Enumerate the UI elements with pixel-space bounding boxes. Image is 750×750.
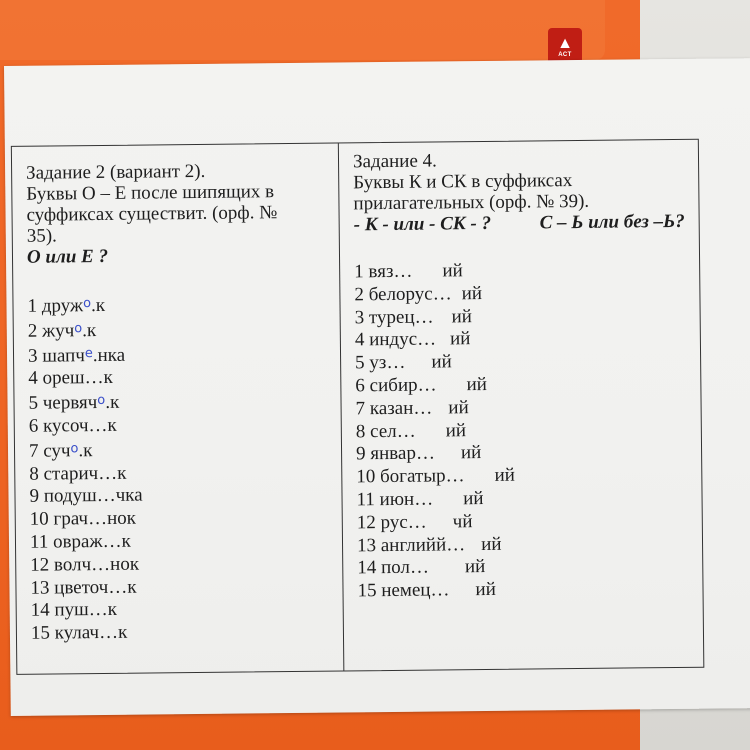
task-2-item xyxy=(29,413,333,439)
task-4-rule-row xyxy=(354,211,693,236)
word-suffix: ий xyxy=(466,373,488,396)
task-2-item xyxy=(29,435,333,463)
word-text: 7 казан… xyxy=(355,397,433,420)
word-text: 5 червяч xyxy=(28,392,98,414)
task-4-item xyxy=(357,577,696,603)
task-2-item xyxy=(30,529,334,555)
task-4-title: Задание 4. xyxy=(352,150,437,173)
handwritten-answer: е xyxy=(84,345,93,361)
word-suffix: ий xyxy=(451,305,473,327)
task-2-item xyxy=(28,365,332,391)
word-text: 12 волч…нок xyxy=(30,553,140,576)
task-2-column xyxy=(12,143,345,673)
word-text: 2 жуч xyxy=(27,320,75,342)
task-2-desc-line: суффиксах существит. (орф. № xyxy=(26,202,278,226)
task-2-item xyxy=(28,340,332,368)
word-text: 14 пуш…к xyxy=(30,599,118,622)
word-text: 13 английй… xyxy=(356,533,466,556)
logo-icon: ▲ xyxy=(557,35,573,52)
logo-text: АСТ xyxy=(558,52,572,58)
word-text: 10 грач…нок xyxy=(29,507,137,530)
word-suffix: ий xyxy=(463,487,484,510)
word-text: 8 сел… xyxy=(355,420,416,442)
word-ending: .к xyxy=(105,391,120,414)
word-ending: .к xyxy=(82,319,97,341)
word-ending: .к xyxy=(78,439,93,462)
handwritten-answer: о xyxy=(70,441,79,457)
word-text: 15 немец… xyxy=(357,579,450,602)
word-text: 11 июн… xyxy=(356,488,434,511)
word-text: 12 рус… xyxy=(356,511,427,534)
word-ending: .к xyxy=(90,294,106,317)
word-suffix: чй xyxy=(452,510,473,533)
task-4-word-list xyxy=(354,258,697,603)
handwritten-answer: о xyxy=(74,320,83,337)
task-2-desc-line: Буквы О – Е после шипящих в xyxy=(26,181,275,205)
task-2-item xyxy=(29,483,333,509)
word-suffix: ий xyxy=(475,579,496,601)
task-4-desc-line: Буквы К и СК в суффиксах xyxy=(353,170,573,194)
task-2-item xyxy=(27,291,331,319)
word-text: 3 турец… xyxy=(354,306,434,328)
word-text: 3 шапч xyxy=(27,344,85,367)
task-2-title: Задание 2 (вариант 2). xyxy=(26,160,206,184)
task-2-item xyxy=(31,597,335,623)
word-suffix: ий xyxy=(442,260,463,282)
folder-edge xyxy=(0,0,605,60)
word-text: 4 индус… xyxy=(354,328,437,351)
word-text: 7 суч xyxy=(28,440,71,462)
task-2-item xyxy=(30,506,334,532)
task-4-column xyxy=(339,140,703,671)
rule-k-sk: - К - или - СК - ? xyxy=(353,212,492,236)
word-suffix: ий xyxy=(448,396,469,419)
word-text: 11 овраж…к xyxy=(29,530,131,553)
task-2-item xyxy=(31,620,335,646)
word-text: 10 богатыр… xyxy=(356,465,465,488)
word-suffix: ий xyxy=(464,556,486,578)
word-text: 1 вяз… xyxy=(354,260,413,283)
task-4-desc-line: прилагательных (орф. № 39). xyxy=(353,190,590,215)
word-text: 1 друж xyxy=(27,295,84,317)
worksheet-paper xyxy=(4,58,750,716)
word-suffix: ий xyxy=(449,328,471,350)
word-text: 2 белорус… xyxy=(354,283,452,306)
word-ending: .нка xyxy=(92,344,126,366)
task-2-item xyxy=(30,574,334,600)
task-2-item xyxy=(30,551,334,577)
task-2-item xyxy=(28,315,332,343)
word-text: 5 уз… xyxy=(355,352,406,374)
task-2-item xyxy=(29,460,333,486)
word-text: 14 пол… xyxy=(357,556,430,579)
word-text: 6 сибир… xyxy=(355,374,437,397)
word-suffix: ий xyxy=(431,351,452,373)
handwritten-answer: о xyxy=(97,393,106,409)
handwritten-answer: о xyxy=(82,296,92,312)
task-2-word-list xyxy=(27,291,335,646)
word-suffix: ий xyxy=(461,282,483,305)
word-text: 15 кулач…к xyxy=(30,621,128,644)
task-2-item xyxy=(28,388,332,416)
exercise-table xyxy=(11,139,705,675)
word-text: 4 ореш…к xyxy=(28,367,113,390)
task-2-question: О или Е ? xyxy=(26,245,109,268)
word-suffix: ий xyxy=(445,419,467,441)
word-text: 6 кусоч…к xyxy=(28,414,117,437)
task-2-desc-line: 35). xyxy=(26,225,57,247)
word-suffix: ий xyxy=(494,464,516,487)
word-text: 9 подуш…чка xyxy=(29,484,143,508)
word-text: 8 старич…к xyxy=(29,462,127,485)
word-suffix: ий xyxy=(460,442,482,464)
word-text: 13 цветоч…к xyxy=(30,576,137,599)
word-text: 9 январ… xyxy=(355,442,436,465)
word-suffix: ий xyxy=(481,533,502,555)
rule-soft-sign: С – Ь или без –Ь? xyxy=(539,210,685,234)
